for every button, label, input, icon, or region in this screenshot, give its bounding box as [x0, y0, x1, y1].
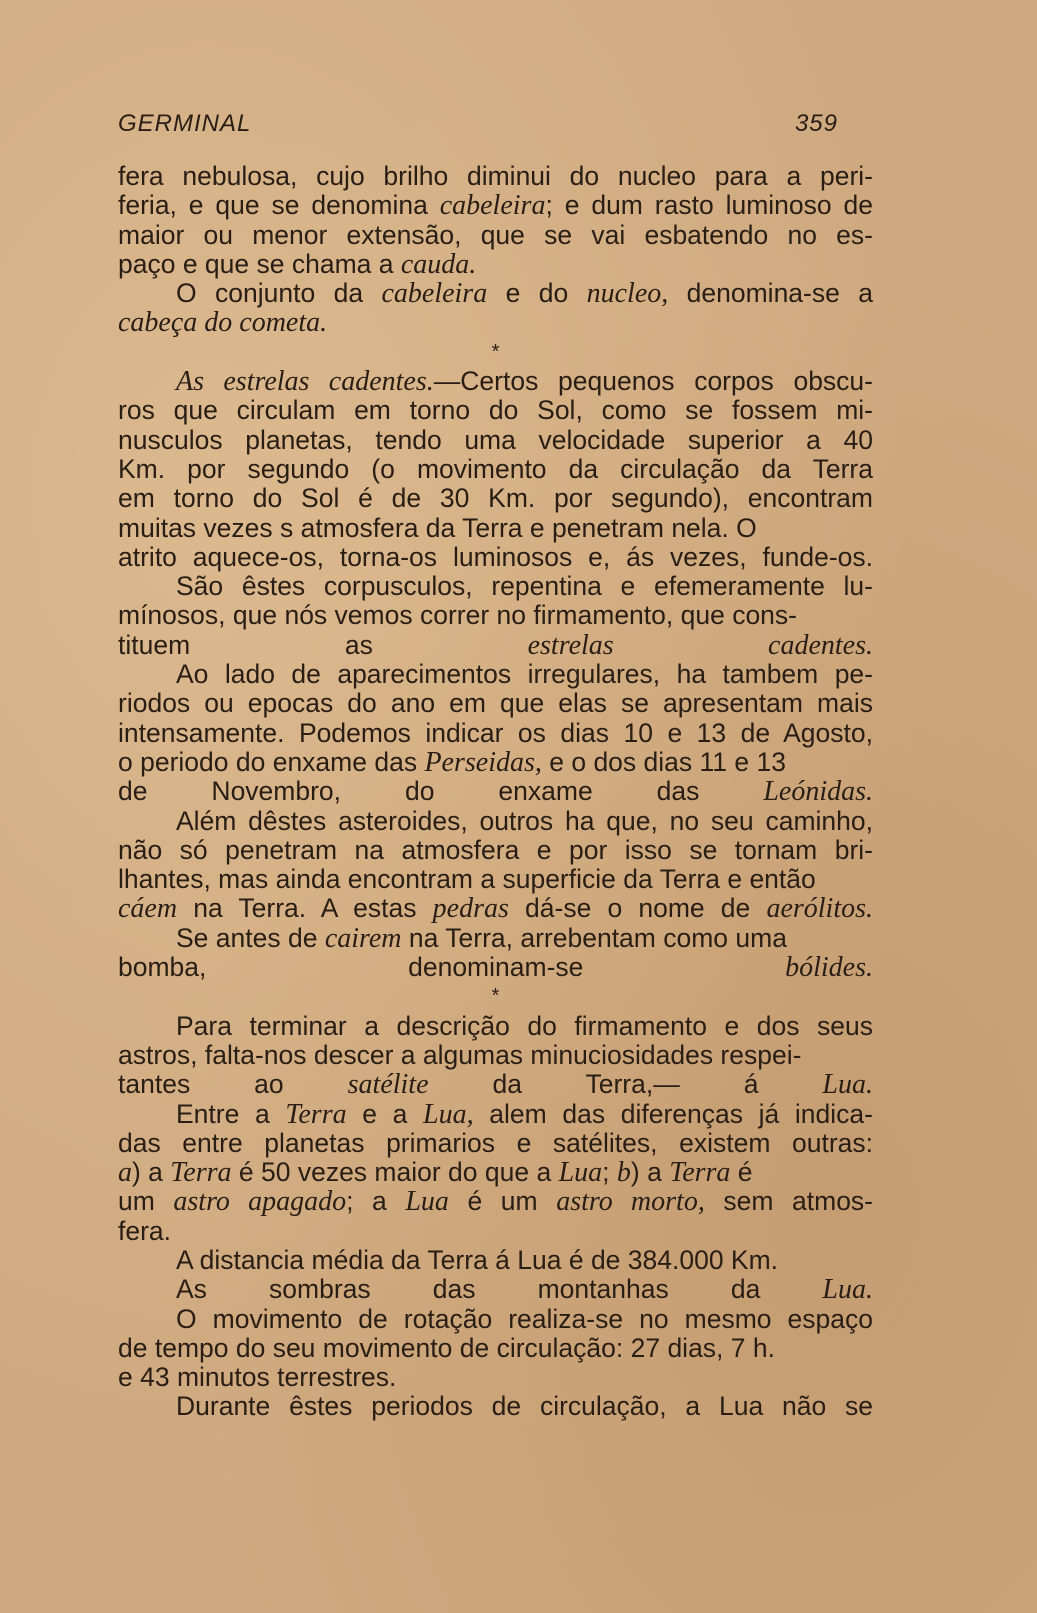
italic-run: Terra [170, 1157, 232, 1189]
text-line [118, 1305, 873, 1334]
text-line [118, 660, 873, 689]
text-run: muitas vezes s atmosfera da Terra e penetram nela. O [118, 512, 757, 543]
text-line [118, 514, 873, 543]
text-line [118, 572, 873, 601]
text-line [118, 894, 873, 923]
text-line [118, 308, 873, 337]
text-run: na Terra, arrebentam como uma [401, 922, 787, 953]
text-run: ) a [630, 1157, 670, 1188]
text-run: Além dêstes asteroides, outros ha que, no seu caminho, [176, 805, 873, 836]
text-run: ; a [346, 1186, 406, 1217]
text-run: não só penetram na atmosfera e por isso se tornam bri- [118, 834, 873, 865]
text-run: paço e que se chama a [118, 248, 401, 279]
italic-run: b [616, 1157, 631, 1189]
section-separator: * [491, 340, 500, 363]
italic-run: cabeleira [439, 190, 546, 222]
body-text [118, 162, 873, 1422]
text-run: fera nebulosa, cujo brilho diminui do nucleo para a peri- [118, 161, 873, 191]
text-line [118, 777, 873, 806]
text-run: é [730, 1157, 753, 1188]
running-header [118, 110, 873, 138]
text-line [118, 1217, 873, 1246]
text-line [118, 221, 873, 250]
italic-run: Leónidas. [763, 776, 873, 808]
text-run: da Terra,— á [428, 1069, 823, 1100]
text-run: Entre a [176, 1098, 286, 1129]
text-line [118, 631, 873, 660]
text-run: bomba, denominam-se [118, 952, 786, 983]
text-run: em torno do Sol é de 30 Km. por segundo), encontram [118, 483, 873, 514]
text-run: ros que circulam em torno do Sol, como se fossem mi- [118, 395, 873, 426]
text-run: e a [346, 1098, 424, 1129]
text-line [118, 719, 873, 748]
italic-run: bólides. [785, 952, 873, 984]
italic-run: aerólitos. [766, 893, 873, 925]
text-run: atrito aquece-os, torna-os luminosos e, ás vezes, funde-os. [118, 541, 873, 572]
text-run: e o dos dias 11 e 13 [541, 746, 786, 777]
italic-run: Lua. [822, 1274, 873, 1306]
text-run: sem atmos- [704, 1186, 874, 1217]
text-run: na Terra. A estas [177, 893, 433, 924]
text-line [118, 1187, 873, 1216]
text-run: ) a [132, 1157, 171, 1188]
text-line [118, 396, 873, 425]
text-run: das entre planetas primarios e satélites, existem outras: [118, 1127, 873, 1158]
text-line [118, 1041, 873, 1070]
text-run: ; e dum rasto luminoso de [545, 190, 873, 221]
text-run: é um [448, 1186, 557, 1217]
text-run: intensamente. Podemos indicar os dias 10 e 13 de Agosto, [118, 717, 873, 748]
text-line [118, 1070, 873, 1099]
text-line [118, 1246, 873, 1275]
text-line [118, 426, 873, 455]
text-run: é 50 vezes maior do que a [231, 1157, 559, 1188]
text-run: e do [487, 278, 587, 309]
italic-run: Terra [285, 1098, 347, 1130]
text-run: um [118, 1186, 174, 1217]
italic-run: cáem [118, 893, 178, 925]
text-run: fera. [118, 1215, 172, 1246]
text-run: A distancia média da Terra á Lua é de 384.000 Km. [176, 1244, 779, 1275]
text-run: tituem as [118, 629, 528, 660]
text-line [118, 807, 873, 836]
text-run: —Certos pequenos corpos obscu- [433, 366, 873, 397]
italic-run: Lua. [822, 1069, 873, 1101]
text-run: nusculos planetas, tendo uma velocidade superior a 40 [118, 424, 873, 455]
text-line [118, 543, 873, 572]
italic-run: nucleo, [586, 278, 669, 310]
text-run: de tempo do seu movimento de circulação: 27 dias, 7 h. [118, 1332, 775, 1363]
text-line [118, 924, 873, 953]
text-line [118, 279, 873, 308]
italic-run: pedras [432, 893, 509, 925]
text-run: O movimento de rotação realiza-se no mesmo espaço [176, 1303, 873, 1334]
text-line [118, 1275, 873, 1304]
text-run: Para terminar a descrição do firmamento e dos seus [176, 1010, 873, 1041]
text-run: astros, falta-nos descer a algumas minuciosidades respei- [118, 1039, 802, 1070]
text-line [118, 1392, 873, 1421]
text-run: Ao lado de aparecimentos irregulares, ha tambem pe- [176, 659, 873, 690]
italic-run: satélite [347, 1069, 429, 1101]
italic-run: As estrelas cadentes. [176, 366, 434, 398]
italic-run: Lua [405, 1186, 449, 1218]
text-run: O conjunto da [176, 278, 382, 309]
running-title: GERMINAL [118, 110, 252, 137]
text-line [118, 748, 873, 777]
text-line [118, 455, 873, 484]
italic-run: a [118, 1157, 132, 1189]
text-run: e 43 minutos terrestres. [118, 1362, 397, 1393]
text-run: Se antes de [176, 922, 325, 953]
text-run: São êstes corpusculos, repentina e efemeramente lu- [176, 571, 873, 602]
text-line [118, 1012, 873, 1041]
page-number: 359 [794, 110, 838, 137]
text-line [118, 1363, 873, 1392]
text-run: tantes ao [118, 1069, 348, 1100]
text-line [118, 953, 873, 982]
text-run: de Novembro, do enxame das [118, 776, 764, 807]
text-line [118, 601, 873, 630]
text-line [118, 367, 873, 396]
text-line [118, 1158, 873, 1187]
italic-run: astro apagado [173, 1186, 347, 1218]
text-line [118, 836, 873, 865]
text-run: maior ou menor extensão, que se vai esbatendo no es- [118, 219, 873, 250]
text-line [118, 1129, 873, 1158]
italic-run: Lua, [423, 1098, 474, 1130]
italic-run: Lua [558, 1157, 603, 1189]
italic-run: cairem [324, 922, 402, 954]
text-run: feria, e que se denomina [118, 190, 440, 221]
italic-run: estrelas cadentes. [527, 629, 873, 661]
text-line [118, 191, 873, 220]
text-run: dá-se o nome de [508, 893, 767, 924]
text-line [118, 484, 873, 513]
text-run: alem das diferenças já indica- [473, 1098, 873, 1129]
text-line [118, 1100, 873, 1129]
italic-run: cabeça do cometa. [118, 307, 328, 339]
text-run: Km. por segundo (o movimento da circulação da Terra [118, 453, 873, 484]
text-run: ; [602, 1157, 617, 1188]
text-line [118, 865, 873, 894]
italic-run: cabeleira [381, 278, 488, 310]
text-run: Durante êstes periodos de circulação, a Lua não se [176, 1391, 873, 1422]
italic-run: cauda. [400, 248, 477, 280]
text-run: mínosos, que nós vemos correr no firmamento, que cons- [118, 600, 797, 631]
text-run: riodos ou epocas do ano em que elas se apresentam mais [118, 688, 873, 719]
text-run: lhantes, mas ainda encontram a superficie da Terra e então [118, 864, 816, 895]
italic-run: Perseidas, [424, 746, 542, 778]
text-run: o periodo do enxame das [118, 746, 425, 777]
italic-run: Terra [669, 1157, 731, 1189]
text-line [118, 689, 873, 718]
text-run: denomina-se a [668, 278, 873, 309]
text-line [118, 1334, 873, 1363]
text-run: As sombras das montanhas da [176, 1274, 823, 1305]
text-line [118, 250, 873, 279]
section-separator: * [491, 985, 500, 1008]
text-line [118, 162, 873, 191]
italic-run: astro morto, [556, 1186, 705, 1218]
